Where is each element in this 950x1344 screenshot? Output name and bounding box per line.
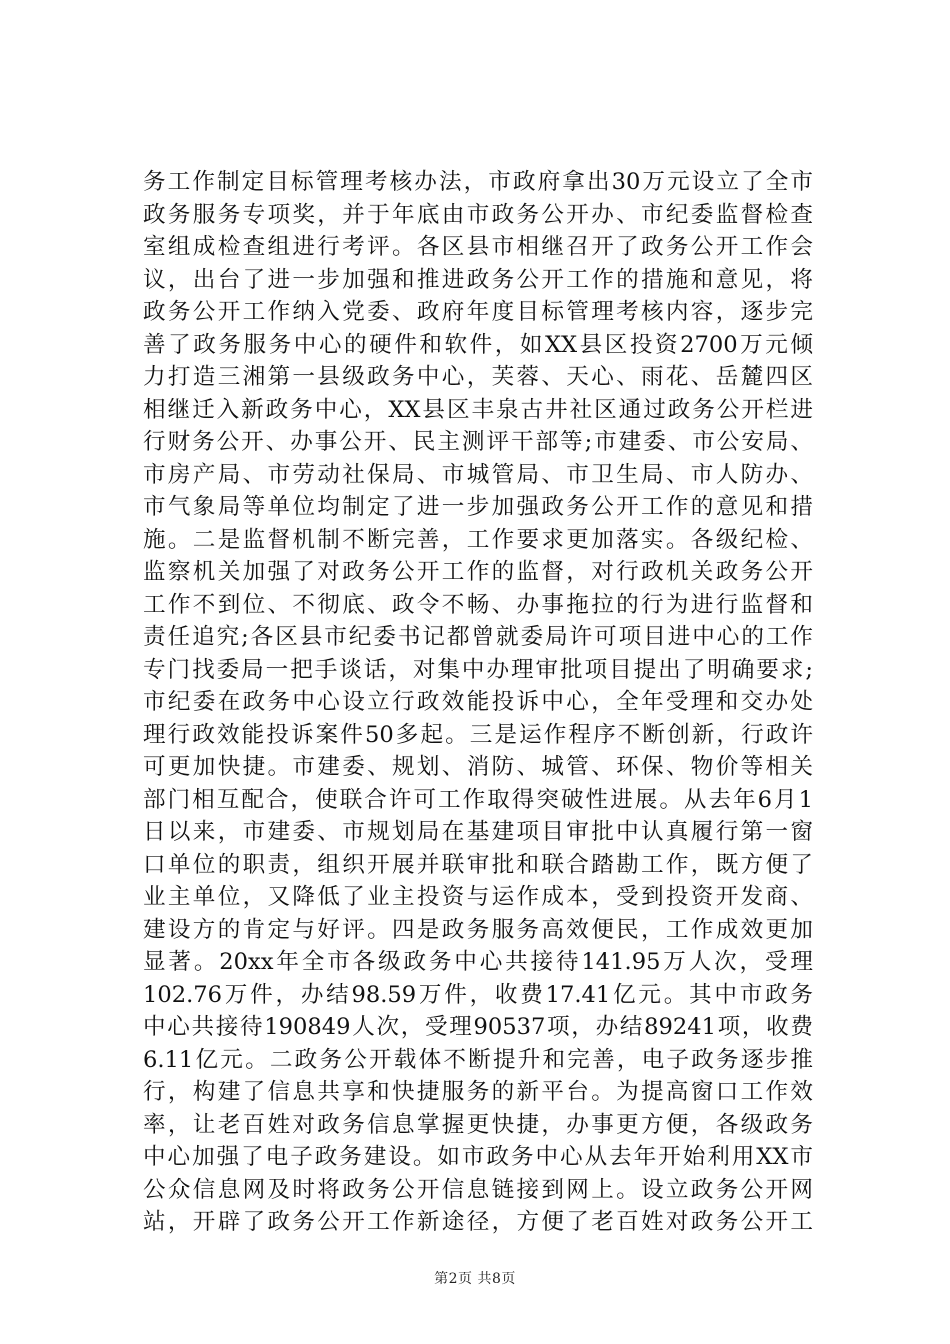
text-line: 显著。20xx年全市各级政务中心共接待141.95万人次，受理 bbox=[143, 949, 813, 975]
text-line: 市气象局等单位均制定了进一步加强政务公开工作的意见和措 bbox=[143, 494, 813, 520]
text-line: 工作不到位、不彻底、政令不畅、办事拖拉的行为进行监督和 bbox=[143, 591, 813, 618]
text-line: 市纪委在政务中心设立行政效能投诉中心，全年受理和交办处 bbox=[143, 689, 813, 715]
text-line: 业主单位，又降低了业主投资与运作成本，受到投资开发商、 bbox=[143, 884, 813, 910]
text-line: 口单位的职责，组织开展并联审批和联合踏勘工作，既方便了 bbox=[143, 851, 813, 878]
body-text bbox=[143, 166, 813, 1239]
text-line: 行财务公开、办事公开、民主测评干部等;市建委、市公安局、 bbox=[143, 429, 813, 455]
text-line: 施。二是监督机制不断完善，工作要求更加落实。各级纪检、 bbox=[143, 526, 813, 553]
text-line: 政务公开工作纳入党委、政府年度目标管理考核内容，逐步完 bbox=[143, 299, 813, 325]
text-line: 力打造三湘第一县级政务中心，芙蓉、天心、雨花、岳麓四区 bbox=[143, 364, 813, 390]
text-line: 理行政效能投诉案件50多起。三是运作程序不断创新，行政许 bbox=[143, 721, 813, 748]
text-line: 日以来，市建委、市规划局在基建项目审批中认真履行第一窗 bbox=[143, 819, 813, 845]
text-line: 率，让老百姓对政务信息掌握更快捷，办事更方便，各级政务 bbox=[143, 1111, 813, 1138]
text-line: 监察机关加强了对政务公开工作的监督，对行政机关政务公开 bbox=[143, 559, 813, 585]
text-line: 行，构建了信息共享和快捷服务的新平台。为提高窗口工作效 bbox=[143, 1079, 813, 1105]
text-line: 善了政务服务中心的硬件和软件，如XX县区投资2700万元倾 bbox=[143, 331, 813, 358]
text-line: 中心共接待190849人次，受理90537项，办结89241项，收费 bbox=[143, 1014, 813, 1040]
text-line: 室组成检查组进行考评。各区县市相继召开了政务公开工作会 bbox=[143, 234, 813, 260]
text-line: 6.11亿元。二政务公开载体不断提升和完善，电子政务逐步推 bbox=[143, 1046, 813, 1073]
text-line: 站，开辟了政务公开工作新途径，方便了老百姓对政务公开工 bbox=[143, 1209, 813, 1235]
text-line: 务工作制定目标管理考核办法，市政府拿出30万元设立了全市 bbox=[143, 169, 813, 195]
text-line: 可更加快捷。市建委、规划、消防、城管、环保、物价等相关 bbox=[143, 754, 813, 780]
text-line: 中心加强了电子政务建设。如市政务中心从去年开始利用XX市 bbox=[143, 1144, 813, 1170]
text-line: 102.76万件，办结98.59万件，收费17.41亿元。其中市政务 bbox=[143, 981, 813, 1008]
text-line: 建设方的肯定与好评。四是政务服务高效便民，工作成效更加 bbox=[143, 916, 813, 943]
text-line: 议，出台了进一步加强和推进政务公开工作的措施和意见，将 bbox=[143, 266, 813, 293]
page-number-footer: 第2页 共8页 bbox=[434, 1271, 516, 1287]
text-line: 部门相互配合，使联合许可工作取得突破性进展。从去年6月1 bbox=[143, 786, 813, 813]
text-line: 专门找委局一把手谈话，对集中办理审批项目提出了明确要求; bbox=[143, 656, 813, 683]
text-line: 责任追究;各区县市纪委书记都曾就委局许可项目进中心的工作 bbox=[143, 624, 813, 650]
text-line: 相继迁入新政务中心，XX县区丰泉古井社区通过政务公开栏进 bbox=[143, 396, 813, 423]
text-line: 政务服务专项奖，并于年底由市政务公开办、市纪委监督检查 bbox=[143, 201, 813, 228]
text-line: 公众信息网及时将政务公开信息链接到网上。设立政务公开网 bbox=[143, 1176, 813, 1203]
text-line: 市房产局、市劳动社保局、市城管局、市卫生局、市人防办、 bbox=[143, 461, 813, 488]
